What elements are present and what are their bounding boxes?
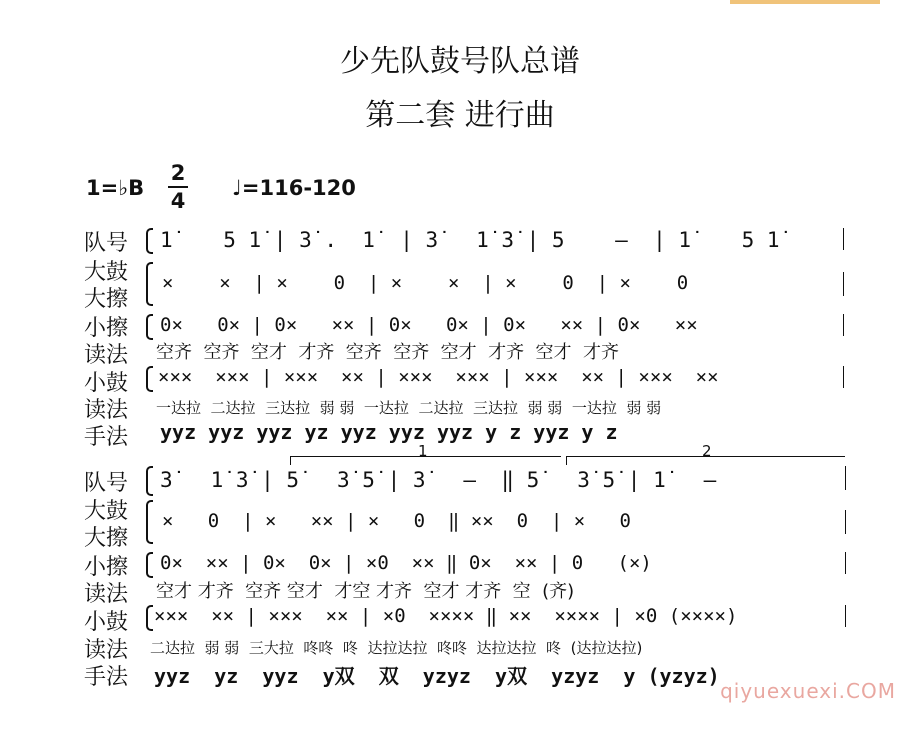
label-snare: 小鼓 [84, 371, 129, 396]
label-trumpet-2: 队号 [84, 471, 129, 496]
label-bass-drum: 大鼓 [84, 260, 129, 285]
barline-end-1a [843, 228, 844, 250]
brace-drums [146, 262, 153, 306]
key-signature: 1=♭B [86, 176, 145, 200]
label-trumpet: 队号 [84, 231, 129, 256]
barline-end-2c [845, 552, 846, 574]
volta-number-2: 2 [702, 442, 712, 460]
trumpet-line-1: 1̇ 5 1̇ | 3̇ . 1̇ | 3̇ 1̇ 3̇ | 5 – | 1̇ 5 1̇ [160, 228, 780, 252]
label-small-cymbal-2: 小擦 [84, 555, 129, 580]
time-signature [168, 160, 188, 214]
bass-drum-line-2: × 0 | × ×× | × 0 ‖ ×× 0 | × 0 [162, 510, 631, 532]
barline-end-1b [843, 272, 844, 296]
brace-small-cymbal [146, 314, 153, 340]
snare-reading-line-2: 二达拉 弱 弱 三大拉 咚咚 咚 达拉达拉 咚咚 达拉达拉 咚 (达拉达拉) [150, 639, 643, 657]
brace-snare-2 [146, 605, 153, 631]
hands-line-2: yyz yz yyz y双 双 yzyz y双 yzyz y (yzyz) [154, 664, 720, 688]
brace-drums-2 [146, 500, 153, 544]
top-accent-strip [730, 0, 880, 4]
label-cymbal: 大擦 [84, 287, 129, 312]
time-sig-top: 2 [170, 161, 186, 185]
snare-line-1: ××× ××× | ××× ×× | ××× ××× | ××× ×× | ××× ×× [158, 366, 719, 388]
snare-line-2: ××× ×× | ××× ×× | ×0 ×××× ‖ ×× ×××× | ×0 (××××) [154, 605, 738, 627]
volta-number-1: 1 [418, 442, 428, 460]
score-title: 少先队鼓号队总谱 [340, 44, 580, 79]
score-subtitle: 第二套 进行曲 [365, 98, 555, 133]
snare-reading-line-1: 一达拉 二达拉 三达拉 弱 弱 一达拉 二达拉 三达拉 弱 弱 一达拉 弱 弱 [156, 399, 662, 417]
barline-end-2d [845, 605, 846, 627]
bass-drum-line-1: × × | × 0 | × × | × 0 | × 0 [162, 272, 689, 294]
brace-trumpet-2 [146, 466, 153, 496]
watermark: qiyuexuexi.COM [720, 679, 896, 703]
label-cymbal-2: 大擦 [84, 526, 129, 551]
barline-end-1d [843, 366, 844, 388]
tempo-marking: ♩=116-120 [232, 176, 356, 200]
brace-snare [146, 366, 153, 392]
label-reading-1: 读法 [84, 343, 129, 368]
label-reading-1-2: 读法 [84, 582, 129, 607]
cymbal-reading-line-1: 空齐 空齐 空才 才齐 空齐 空齐 空才 才齐 空才 才齐 [156, 342, 619, 363]
label-small-cymbal: 小擦 [84, 316, 129, 341]
brace-trumpet [146, 228, 153, 254]
hands-line-1: yyz yyz yyz yz yyz yyz yyz y z yyz y z [160, 420, 618, 444]
brace-small-cymbal-2 [146, 552, 153, 578]
label-bass-drum-2: 大鼓 [84, 499, 129, 524]
barline-end-2b [845, 510, 846, 534]
small-cymbal-line-2: 0× ×× | 0× 0× | ×0 ×× ‖ 0× ×× | 0 (×) [160, 552, 652, 574]
label-reading-2: 读法 [84, 398, 129, 423]
label-hands: 手法 [84, 425, 129, 450]
label-reading-2-2: 读法 [84, 638, 129, 663]
small-cymbal-line-1: 0× 0× | 0× ×× | 0× 0× | 0× ×× | 0× ×× [160, 314, 698, 336]
label-snare-2: 小鼓 [84, 610, 129, 635]
cymbal-reading-line-2: 空才 才齐 空齐 空才 才空 才齐 空才 才齐 空 (齐) [156, 581, 575, 602]
label-hands-2: 手法 [84, 665, 129, 690]
barline-end-2a [845, 466, 846, 490]
barline-end-1c [843, 314, 844, 336]
time-sig-bottom: 4 [168, 186, 188, 214]
trumpet-line-2: 3̇ 1̇ 3̇ | 5̇ 3̇ 5̇ | 3̇ – ‖ 5̇ 3̇ 5̇ | 1̇ – [160, 468, 717, 492]
